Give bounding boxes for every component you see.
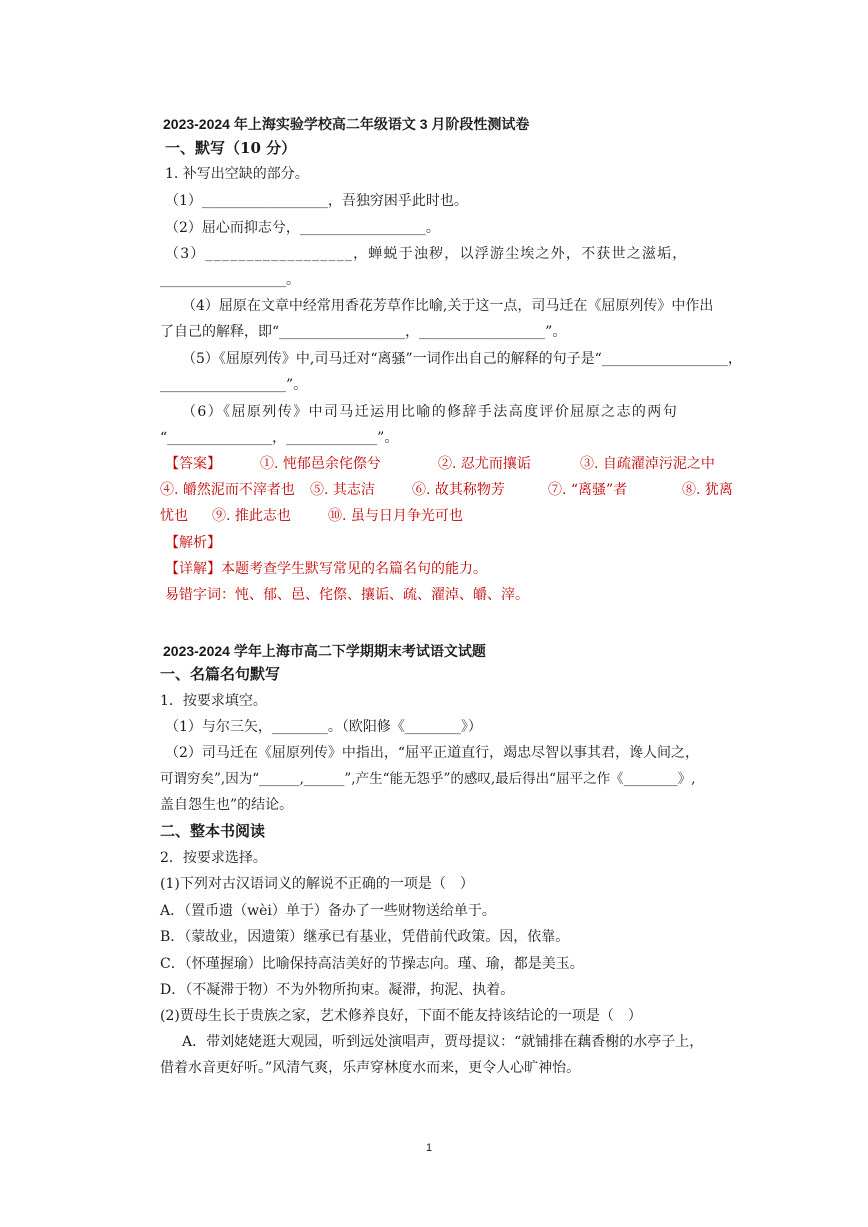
doc2-q2a: （2）司马迁在《屈原列传》中指出，“屈平正道直行，竭忠尽智以事其君，谗人间之， [165,745,700,761]
answer-item: ⑥. 故其称物芳 [412,482,505,498]
doc2-sub2-option-a-line1: A．带刘姥姥逛大观园，听到远处演唱声，贾母提议：“就铺排在藕香榭的水亭子上， [182,1034,704,1050]
doc2-section1-heading: 一、名篇名句默写 [160,665,281,683]
doc2-sub1: (1)下列对古汉语词义的解说不正确的一项是（ ） [160,876,474,892]
doc1-q4a: （4）屈原在文章中经常用香花芳草作比喻,关于这一点，司马迁在《屈原列传》中作出 [182,298,714,314]
analysis-label: 【解析】 [165,535,221,551]
doc2-sub2: (2)贾母生长于贵族之家，艺术修养良好，下面不能友持该结论的一项是（ ） [160,1008,642,1024]
detail-text: 【详解】本题考查学生默写常见的名篇名句的能力。 [165,561,487,577]
answer-item: ⑤. 其志洁 [310,482,375,498]
answer-item: ⑦. “离骚”者 [548,482,628,498]
answer-item: ⑧. 犹离 [682,482,733,498]
doc2-section2-heading: 二、整本书阅读 [160,822,266,840]
doc2-q2b: 可谓穷矣”,因为“______,______”,产生“能无怨乎”的感叹,最后得出“屈平之作《________》, [160,771,696,787]
doc1-question-intro: 1. 补写出空缺的部分。 [165,166,309,182]
doc1-q6b: “_______________，_____________”。 [160,430,399,446]
answer-label: 【答案】 [165,456,221,472]
doc1-q2: （2）屈心而抑志兮，__________________。 [165,220,440,236]
answer-item: ①. 忳郁邑余侘傺兮 [260,456,381,472]
doc1-q6a: （6）《屈原列传》中司马迁运用比喻的修辞手法高度评价屈原之志的两句 [182,404,679,420]
doc1-q5b: __________________”。 [160,377,308,393]
doc2-option-b: B．（蒙故业，因遗策）继承已有基业，凭借前代政策。因，依靠。 [160,929,570,945]
doc1-title: 2023-2024 年上海实验学校高二年级语文 3 月阶段性测试卷 [163,116,530,132]
doc2-title: 2023-2024 学年上海市高二下学期期末考试语文试题 [163,643,486,659]
doc1-section-heading: 一、默写（10 分） [165,139,297,157]
doc2-question2-intro: 2．按要求选择。 [160,850,267,866]
doc1-q4b: 了自己的解释，即“__________________，__________________”。 [160,324,567,340]
doc2-sub2-option-a-line2: 借着水音更好听。”风清气爽，乐声穿林度水而来，更令人心旷神怡。 [160,1060,581,1076]
doc1-q1: （1）__________________，吾独穷困乎此时也。 [165,193,468,209]
doc2-option-a: A．（置币遗（wèi）单于）备办了一些财物送给单于。 [160,903,496,919]
typo-text: 易错字词：忳、郁、邑、侘傺、攘诟、疏、濯淖、皭、滓。 [165,587,529,603]
doc1-q5a: （5）《屈原列传》中,司马迁对“离骚”一词作出自己的解释的句子是“__________________， [182,351,742,367]
doc2-question-intro: 1．按要求填空。 [160,693,267,709]
page-number: 1 [426,1142,433,1154]
answer-item: ④. 皭然泥而不滓者也 [160,482,295,498]
doc2-option-d: D．（不凝滞于物）不为外物所拘束。凝滞，拘泥、执着。 [160,982,515,998]
answer-item: ②. 忍尤而攘诟 [438,456,531,472]
doc1-q3b: __________________。 [160,272,300,288]
answer-item: ③. 自疏濯淖污泥之中 [580,456,715,472]
answer-item: ⑩. 虽与日月争光可也 [328,508,463,524]
answer-item: ⑨. 推此志也 [212,508,291,524]
answer-item: 忧也 [160,508,188,524]
doc2-q2c: 盖自怨生也”的结论。 [160,797,294,813]
doc1-q3a: （3）__________________，蝉蜕于浊秽，以浮游尘埃之外，不获世之滋垢， [165,246,688,262]
doc2-option-c: C．（怀瑾握瑜）比喻保持高洁美好的节操志向。瑾、瑜，都是美玉。 [160,956,584,972]
doc2-q1: （1）与尔三矢，________。（欧阳修《________》） [165,719,482,735]
